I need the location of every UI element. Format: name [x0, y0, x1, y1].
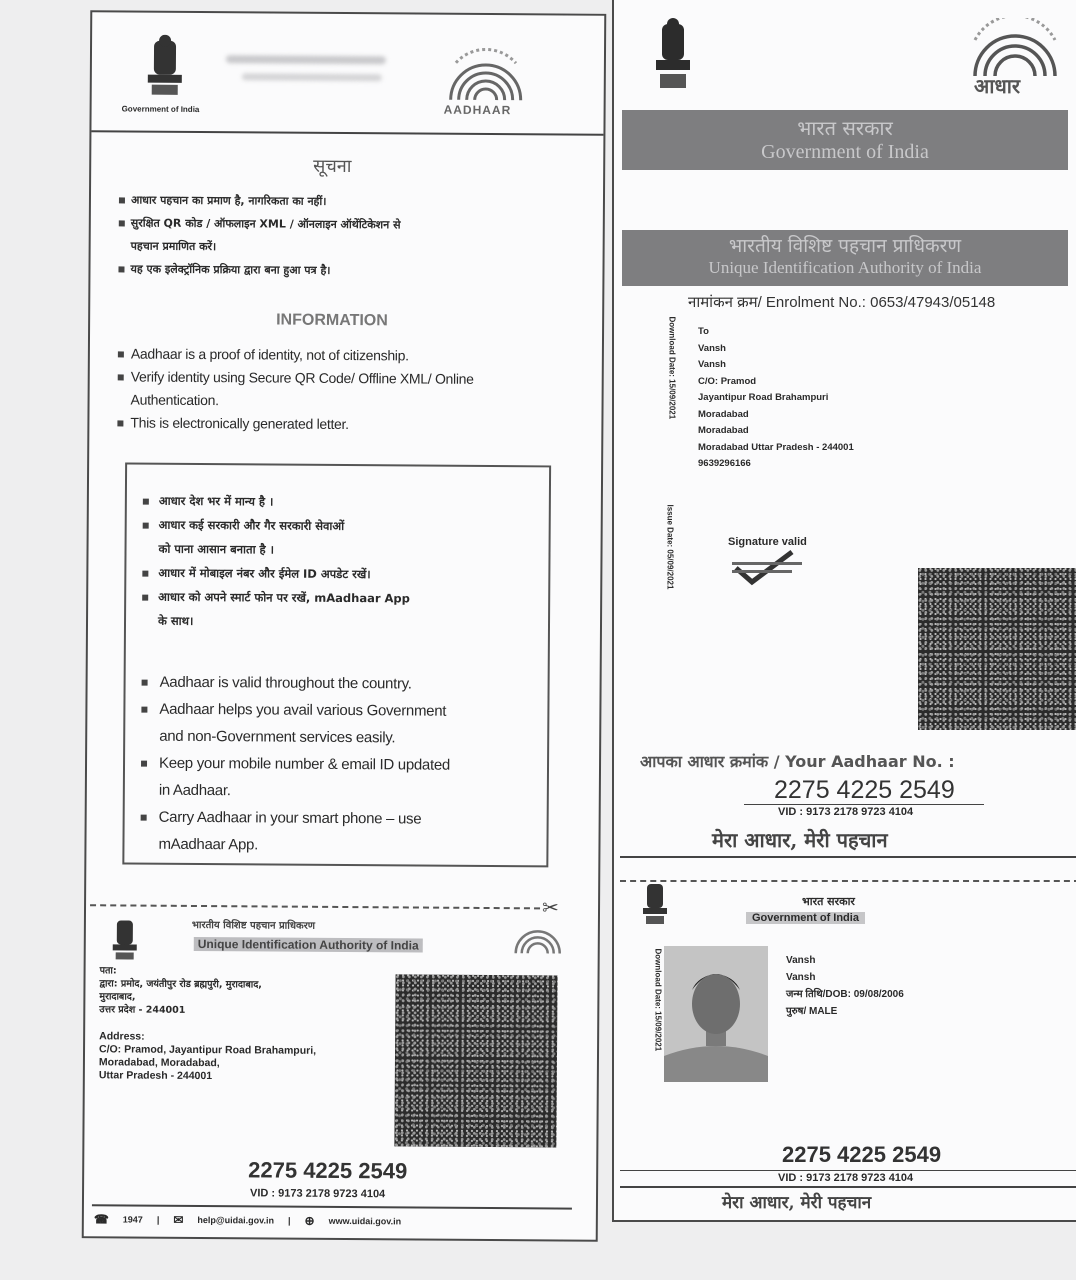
- list-item: and non-Government services easily.: [159, 727, 396, 747]
- holder-dob: जन्म तिथि/DOB: 09/08/2006: [786, 989, 904, 1000]
- aadhaar-number: 2275 4225 2549: [774, 776, 955, 804]
- list-item: के साथ।: [157, 613, 194, 628]
- list-item: Aadhaar is valid throughout the country.: [142, 669, 451, 698]
- cut-line: [90, 904, 540, 909]
- card-vid: VID : 9173 2178 9723 4104: [778, 1172, 914, 1184]
- list-item: This is electronically generated letter.: [117, 411, 473, 436]
- information-list: [117, 342, 474, 436]
- number-underline: [744, 804, 984, 805]
- card-footer: [94, 1210, 574, 1231]
- address-hi-label: पता:: [99, 965, 117, 977]
- signature-valid: Signature valid: [728, 536, 807, 548]
- address-line: Moradabad: [698, 408, 749, 420]
- aadhaar-logo-icon: [960, 18, 1070, 78]
- card-top-line: [620, 856, 1076, 858]
- card-download-date: Download Date: 15/09/2021: [653, 948, 663, 1052]
- notice-title: सूचना: [313, 155, 352, 178]
- tagline: मेरा आधार, मेरी पहचान: [712, 828, 888, 852]
- card-authority-en: Unique Identification Authority of India: [194, 937, 423, 953]
- footer-separator: |: [156, 1214, 160, 1225]
- holder-name-hi: Vansh: [786, 972, 816, 983]
- address-hi-line: मुरादाबाद,: [99, 991, 136, 1003]
- card-number-underline: [620, 1170, 1076, 1171]
- card-holder-details: [786, 952, 904, 1020]
- govt-en: Government of India: [761, 141, 929, 163]
- list-item: Carry Aadhaar in your smart phone – use: [141, 804, 450, 833]
- list-item: आधार देश भर में मान्य है ।: [143, 489, 411, 515]
- authority-band: [622, 230, 1068, 286]
- card-emblem-icon: [638, 880, 672, 928]
- card-qr-code: [394, 974, 557, 1147]
- recipient-address: [698, 324, 854, 473]
- card-govt-en: Government of India: [746, 912, 865, 924]
- address-en-label: Address:: [99, 1030, 145, 1043]
- govt-label: Government of India: [121, 104, 200, 114]
- address-en-line: Uttar Pradesh - 244001: [98, 1069, 213, 1083]
- aadhaar-logo-text: आधार: [974, 74, 1021, 98]
- holder-gender: पुरुष/ MALE: [786, 1006, 838, 1017]
- list-item: आधार को अपने स्मार्ट फोन पर रखें, mAadhaar App: [142, 585, 410, 611]
- photo: [664, 946, 768, 1082]
- card-emblem-icon: [108, 916, 142, 962]
- card-address-en: [99, 1030, 316, 1084]
- card-aadhaar-number: 2275 4225 2549: [782, 1142, 942, 1167]
- list-item: Authentication.: [130, 391, 219, 409]
- list-item: को पाना आसान बनाता है ।: [158, 541, 275, 557]
- footer-separator: |: [288, 1215, 291, 1226]
- helpline-number: 1947: [122, 1214, 143, 1225]
- list-item: आधार पहचान का प्रमाण है, नागरिकता का नहीं।: [119, 188, 401, 213]
- card-govt-hi: भारत सरकार: [802, 895, 855, 908]
- authority-en: Unique Identification Authority of India: [708, 258, 982, 277]
- aadhaar-logo-text: AADHAAR: [443, 102, 512, 118]
- issue-date: Issue Date: 05/09/2021: [665, 504, 675, 590]
- blurred-header-text-2: [242, 73, 382, 81]
- information-title: INFORMATION: [276, 311, 388, 330]
- govt-hi: भारत सरकार: [797, 116, 893, 140]
- emblem-icon: [650, 18, 696, 98]
- card-bottom-line: [620, 1186, 1076, 1188]
- list-item: Aadhaar helps you avail various Government: [141, 696, 450, 725]
- box-hi-list: [142, 489, 411, 635]
- authority-hi: भारतीय विशिष्ट पहचान प्राधिकरण: [728, 235, 962, 257]
- address-hi-line: उत्तर प्रदेश - 244001: [99, 1004, 186, 1016]
- globe-icon: ⊕: [304, 1213, 315, 1228]
- card-tagline: मेरा आधार, मेरी पहचान: [722, 1193, 872, 1213]
- address-en-line: Moradabad, Moradabad,: [98, 1056, 220, 1070]
- left-aadhaar-letter: [82, 10, 607, 1242]
- footer-web: www.uidai.gov.in: [328, 1215, 402, 1227]
- blurred-header-text: [226, 55, 386, 64]
- card-vid: VID : 9173 2178 9723 4104: [249, 1187, 386, 1201]
- list-item: Verify identity using Secure QR Code/ Offline XML/ Online: [118, 365, 474, 390]
- address-en-line: C/O: Pramod, Jayantipur Road Brahampuri,: [98, 1043, 317, 1057]
- list-item: Keep your mobile number & email ID updated: [141, 750, 450, 779]
- list-item: Aadhaar is a proof of identity, not of citizenship.: [118, 342, 474, 367]
- list-item: यह एक इलेक्ट्रॉनिक प्रक्रिया द्वारा बना हुआ पत्र है।: [118, 257, 400, 282]
- address-line: Moradabad: [698, 425, 749, 436]
- address-hi-line: द्वारा: प्रमोद, जयंतीपुर रोड ब्रह्मपुरी, मुरादाबाद,: [99, 978, 262, 991]
- card-address-hi: [99, 964, 262, 1017]
- signature-check-icon: [732, 548, 812, 586]
- list-item: mAadhaar App.: [158, 835, 259, 854]
- address-line: 9639296166: [698, 458, 751, 469]
- list-item: in Aadhaar.: [158, 781, 231, 800]
- enrolment-number: नामांकन क्रम/ Enrolment No.: 0653/47943/05148: [688, 294, 996, 311]
- header-divider: [91, 130, 603, 136]
- card-footer-divider: [92, 1204, 572, 1209]
- footer-email: help@uidai.gov.in: [197, 1214, 275, 1226]
- list-item: आधार कई सरकारी और गैर सरकारी सेवाओं: [143, 513, 411, 539]
- scissors-icon: ✂: [541, 897, 559, 920]
- address-line: Vansh: [698, 342, 726, 354]
- info-box: [122, 462, 551, 867]
- download-date: Download Date: 15/09/2021: [667, 316, 677, 420]
- address-line: Vansh: [698, 359, 726, 370]
- mail-icon: ✉: [173, 1212, 184, 1227]
- cut-line: [620, 880, 1076, 882]
- list-item: सुरक्षित QR कोड / ऑफलाइन XML / ऑनलाइन ऑथेंटिकेशन से: [119, 211, 401, 236]
- address-line: C/O: Pramod: [698, 375, 757, 387]
- card-aadhaar-number: 2275 4225 2549: [248, 1157, 408, 1184]
- vid-number: VID : 9173 2178 9723 4104: [778, 806, 914, 818]
- card-aadhaar-logo-icon: [510, 921, 566, 955]
- box-en-list: [140, 669, 450, 860]
- address-line: Moradabad Uttar Pradesh - 244001: [698, 441, 854, 453]
- right-aadhaar-letter: [612, 0, 1076, 1222]
- list-item: पहचान प्रमाणित करें।: [130, 239, 217, 254]
- enrolment-qr-code: [918, 568, 1076, 730]
- holder-name: Vansh: [786, 955, 816, 966]
- address-line: Jayantipur Road Brahampuri: [698, 392, 829, 403]
- govt-band: [622, 110, 1068, 170]
- emblem-icon: [140, 35, 190, 103]
- notice-hi-list: [118, 188, 400, 282]
- phone-icon: ☎: [93, 1212, 109, 1227]
- address-line: To: [698, 326, 709, 337]
- card-authority-hi: भारतीय विशिष्ट पहचान प्राधिकरण: [191, 919, 316, 932]
- list-item: आधार में मोबाइल नंबर और ईमेल ID अपडेट रखें।: [142, 561, 410, 587]
- your-aadhaar-label: आपका आधार क्रमांक / Your Aadhaar No. :: [640, 752, 955, 771]
- aadhaar-logo-icon: [436, 45, 536, 106]
